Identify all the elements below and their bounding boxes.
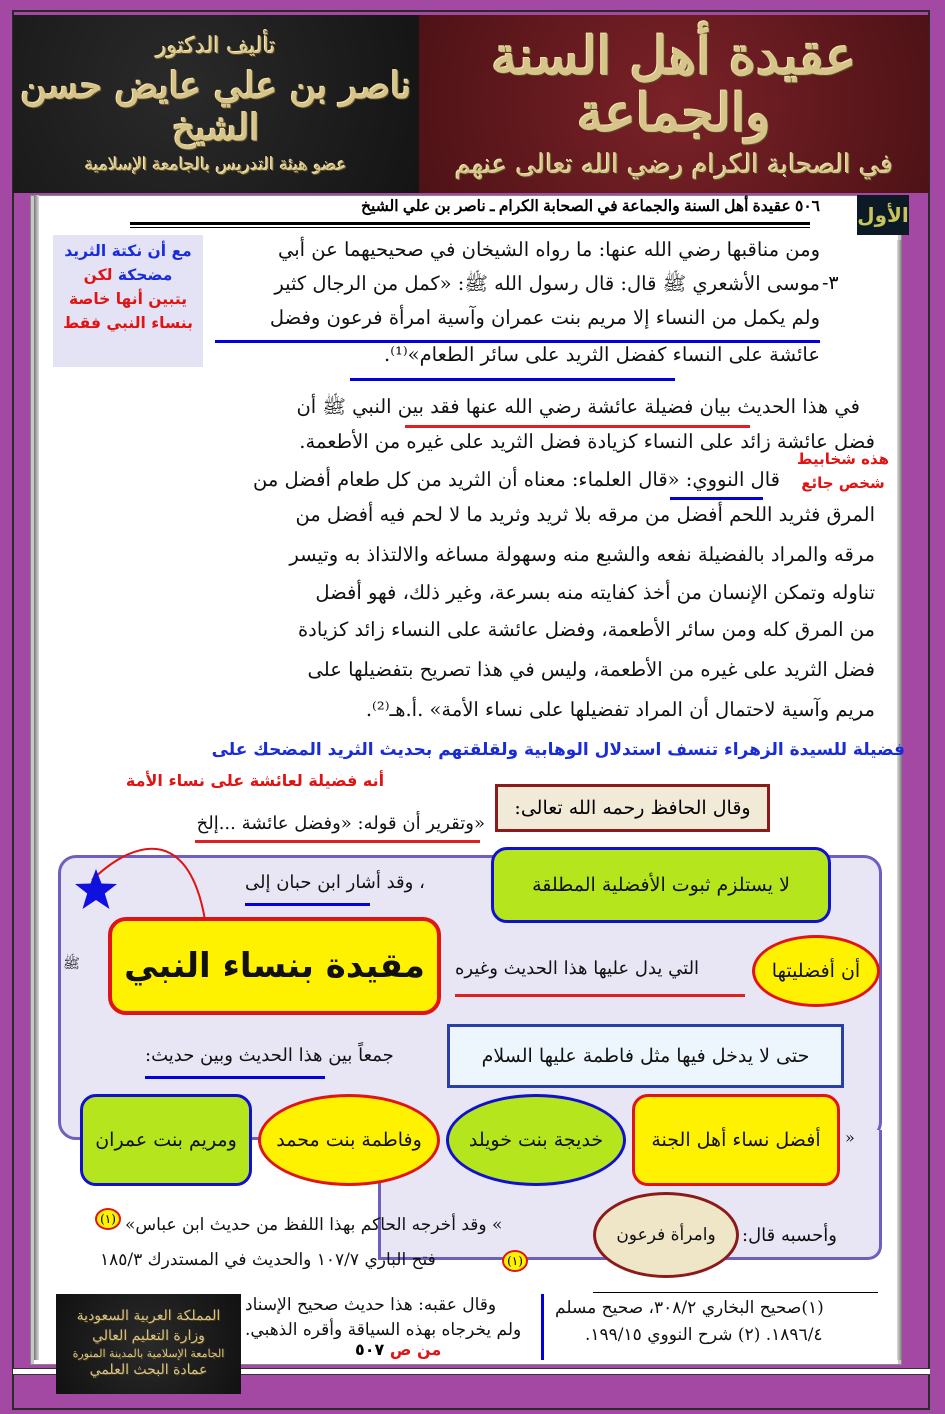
page-ref-number: ٥٠٧ xyxy=(355,1340,385,1359)
footnote-line2: ١٨٩٦/٤. (٢) شرح النووي ١٩٩/١٥. xyxy=(585,1325,823,1345)
title-cover-line2: في الصحابة الكرام رضي الله تعالى عنهم xyxy=(454,150,894,181)
page-reference xyxy=(355,1340,441,1359)
footnote-separator xyxy=(541,1294,544,1360)
commentary-heading: فضيلة للسيدة الزهراء تنسف استدلال الوهابية ولقلقتهم بحديث الثريد المضحك على xyxy=(211,740,905,760)
underline-aisha-virtue xyxy=(405,425,750,428)
para1-line1: ومن مناقبها رضي الله عنها: ما رواه الشيخان في صحيحيهما عن أبي xyxy=(277,238,820,261)
para3-line3: مرقه والمراد بالفضيلة نفعه والشبع منه وسهولة مساغه والالتذاذ به وتيسر xyxy=(289,543,875,566)
para3-line7: مريم وآسية لاحتمال أن المراد تفضيلها على نساء الأمة» .أ.هـ⁽²⁾. xyxy=(365,698,875,721)
hafiz-intro-box: وقال الحافظ رحمه الله تعالى: xyxy=(495,784,770,832)
underline-this-hadith xyxy=(455,994,745,997)
commentary-subheading: أنه فضيلة لعائشة على نساء الأمة xyxy=(125,771,385,790)
salawat-icon: ﷺ xyxy=(63,956,80,972)
para3-line1: قال النووي: «قال العلماء: معناه أن الثريد من كل طعام أفضل من xyxy=(252,468,780,491)
page-edge-left xyxy=(34,195,39,1360)
para1-line3: ولم يكمل من النساء إلا مريم بنت عمران وآسية امرأة فرعون وفضل xyxy=(269,306,820,329)
title-cover-line1: عقيدة أهل السنة والجماعة xyxy=(491,25,857,144)
side-note-line2a: مضحكة xyxy=(117,266,173,285)
hafiz-line6-tail: » وقد أخرجه الحاكم بهذا اللفظ من حديث ابن عباس» xyxy=(125,1215,503,1235)
running-head: ٥٠٦ عقيدة أهل السنة والجماعة في الصحابة الكرام ـ ناصر بن علي الشيخ xyxy=(361,198,820,215)
seal-line3: الجامعة الإسلامية بالمدينة المنورة xyxy=(72,1347,225,1361)
side-note-line2b: لكن xyxy=(83,266,113,285)
footnote-marker-2: (١) xyxy=(502,1250,528,1272)
seal-line2: وزارة التعليم العالي xyxy=(92,1327,205,1344)
after-line1: وقال عقبه: هذا حديث صحيح الإسناد xyxy=(245,1295,497,1315)
author-cover-image xyxy=(13,15,419,193)
side-note-line3: يتبين أنها خاصة xyxy=(68,290,188,309)
header-rule xyxy=(130,222,810,225)
hafiz-line1: «وتقرير أن قوله: «وفضل عائشة ...إلخ xyxy=(196,813,485,834)
para3-line4: تناوله وتمكن الإنسان من أخذ كفايته منه بسرعة، وغير ذلك، فهو أفضل xyxy=(315,581,875,604)
women-item-4: ومريم بنت عمران xyxy=(80,1094,252,1186)
footnote-rule xyxy=(593,1292,878,1293)
university-seal-image xyxy=(56,1294,241,1394)
side-note-hungry xyxy=(783,447,903,495)
underline-tharid xyxy=(350,378,675,381)
title-cover-image xyxy=(419,15,929,193)
women-item-2: خديجة بنت خويلد xyxy=(446,1094,626,1186)
oval-her-superiority: أن أفضليتها xyxy=(752,935,880,1007)
side-note2-line2: شخص جائع xyxy=(801,474,885,492)
star-icon xyxy=(73,867,119,911)
oval-pharaoh-wife: وامرأة فرعون xyxy=(593,1192,739,1278)
item-number: ٣- xyxy=(822,272,839,294)
footnote-fath-albari: فتح الباري ١٠٧/٧ والحديث في المستدرك ١٨٥/٣ xyxy=(100,1250,436,1270)
footnote-marker: (١) xyxy=(95,1208,121,1230)
women-item-3: وفاطمة بنت محمد xyxy=(258,1094,440,1186)
hafiz-line6-head: وأحسبه قال: xyxy=(742,1225,837,1246)
quote-open: « xyxy=(845,1128,855,1147)
para1-line4: عائشة على النساء كفضل الثريد على سائر الطعام»⁽¹⁾. xyxy=(384,343,820,366)
side-note-line4: بنساء النبي فقط xyxy=(63,314,193,333)
green-box-no-absolute: لا يستلزم ثبوت الأفضلية المطلقة xyxy=(491,847,831,923)
hafiz-line2-tail: ، وقد أشار ابن حبان إلى xyxy=(245,872,425,893)
para1-line2: موسى الأشعري ﷺ قال: قال رسول الله ﷺ: «كمل من الرجال كثير xyxy=(274,272,820,295)
para2-line2: فضل عائشة زائد على النساء كزيادة فضل الثريد على غيره من الأطعمة. xyxy=(299,430,875,453)
underline-nawawi xyxy=(670,497,763,500)
hafiz-line4-tail: جمعاً بين هذا الحديث وبين حديث: xyxy=(145,1045,394,1066)
author-cover-line3: عضو هيئة التدريس بالجامعة الإسلامية xyxy=(84,154,347,175)
para3-line5: من المرق كله ومن سائر الأطعمة، وفضل عائشة على النساء زائد كزيادة xyxy=(297,618,875,641)
para3-line6: فضل الثريد على غيره من الأطعمة، وليس في هذا تصريح بتفضيلها على xyxy=(307,658,875,681)
side-note2-line1: هذه شخابيط xyxy=(796,450,890,468)
side-note-line1: مع أن نكتة الثريد xyxy=(64,242,192,260)
underline-wa-fadl xyxy=(195,840,480,843)
restricted-to-prophets-wives-label: مقيدة بنساء النبي xyxy=(108,917,441,1015)
volume-badge: الأول xyxy=(857,195,909,235)
page-ref-label: من ص xyxy=(389,1340,442,1359)
seal-line4: عمادة البحث العلمي xyxy=(89,1362,208,1379)
footnote-line1: (١)صحيح البخاري ٣٠٨/٢، صحيح مسلم xyxy=(555,1298,824,1318)
after-line2: ولم يخرجاه بهذه السياقة وأقره الذهبي. xyxy=(245,1320,522,1340)
hafiz-line3-tail: التي يدل عليها هذا الحديث وغيره xyxy=(455,958,700,979)
underline-ibn-hibban xyxy=(245,903,370,906)
page-edge-right xyxy=(897,240,902,1360)
header-rule-thin xyxy=(130,227,810,228)
seal-line1: المملكة العربية السعودية xyxy=(76,1307,221,1324)
para3-line2: المرق فثريد اللحم أفضل من مرقه بلا ثريد وثريد ما لا لحم فيه أفضل من xyxy=(295,503,875,526)
blue-box-fatima: حتى لا يدخل فيها مثل فاطمة عليها السلام xyxy=(447,1024,844,1088)
para2-line1: في هذا الحديث بيان فضيلة عائشة رضي الله عنها فقد بين النبي ﷺ أن xyxy=(296,395,860,418)
author-cover-line1: تأليف الدكتور xyxy=(156,33,276,59)
underline-hadith-ref xyxy=(145,1076,325,1079)
author-cover-name: ناصر بن علي عايض حسن الشيخ xyxy=(20,64,412,149)
women-item-1: أفضل نساء أهل الجنة xyxy=(632,1094,840,1186)
side-note-tharid xyxy=(53,235,203,367)
